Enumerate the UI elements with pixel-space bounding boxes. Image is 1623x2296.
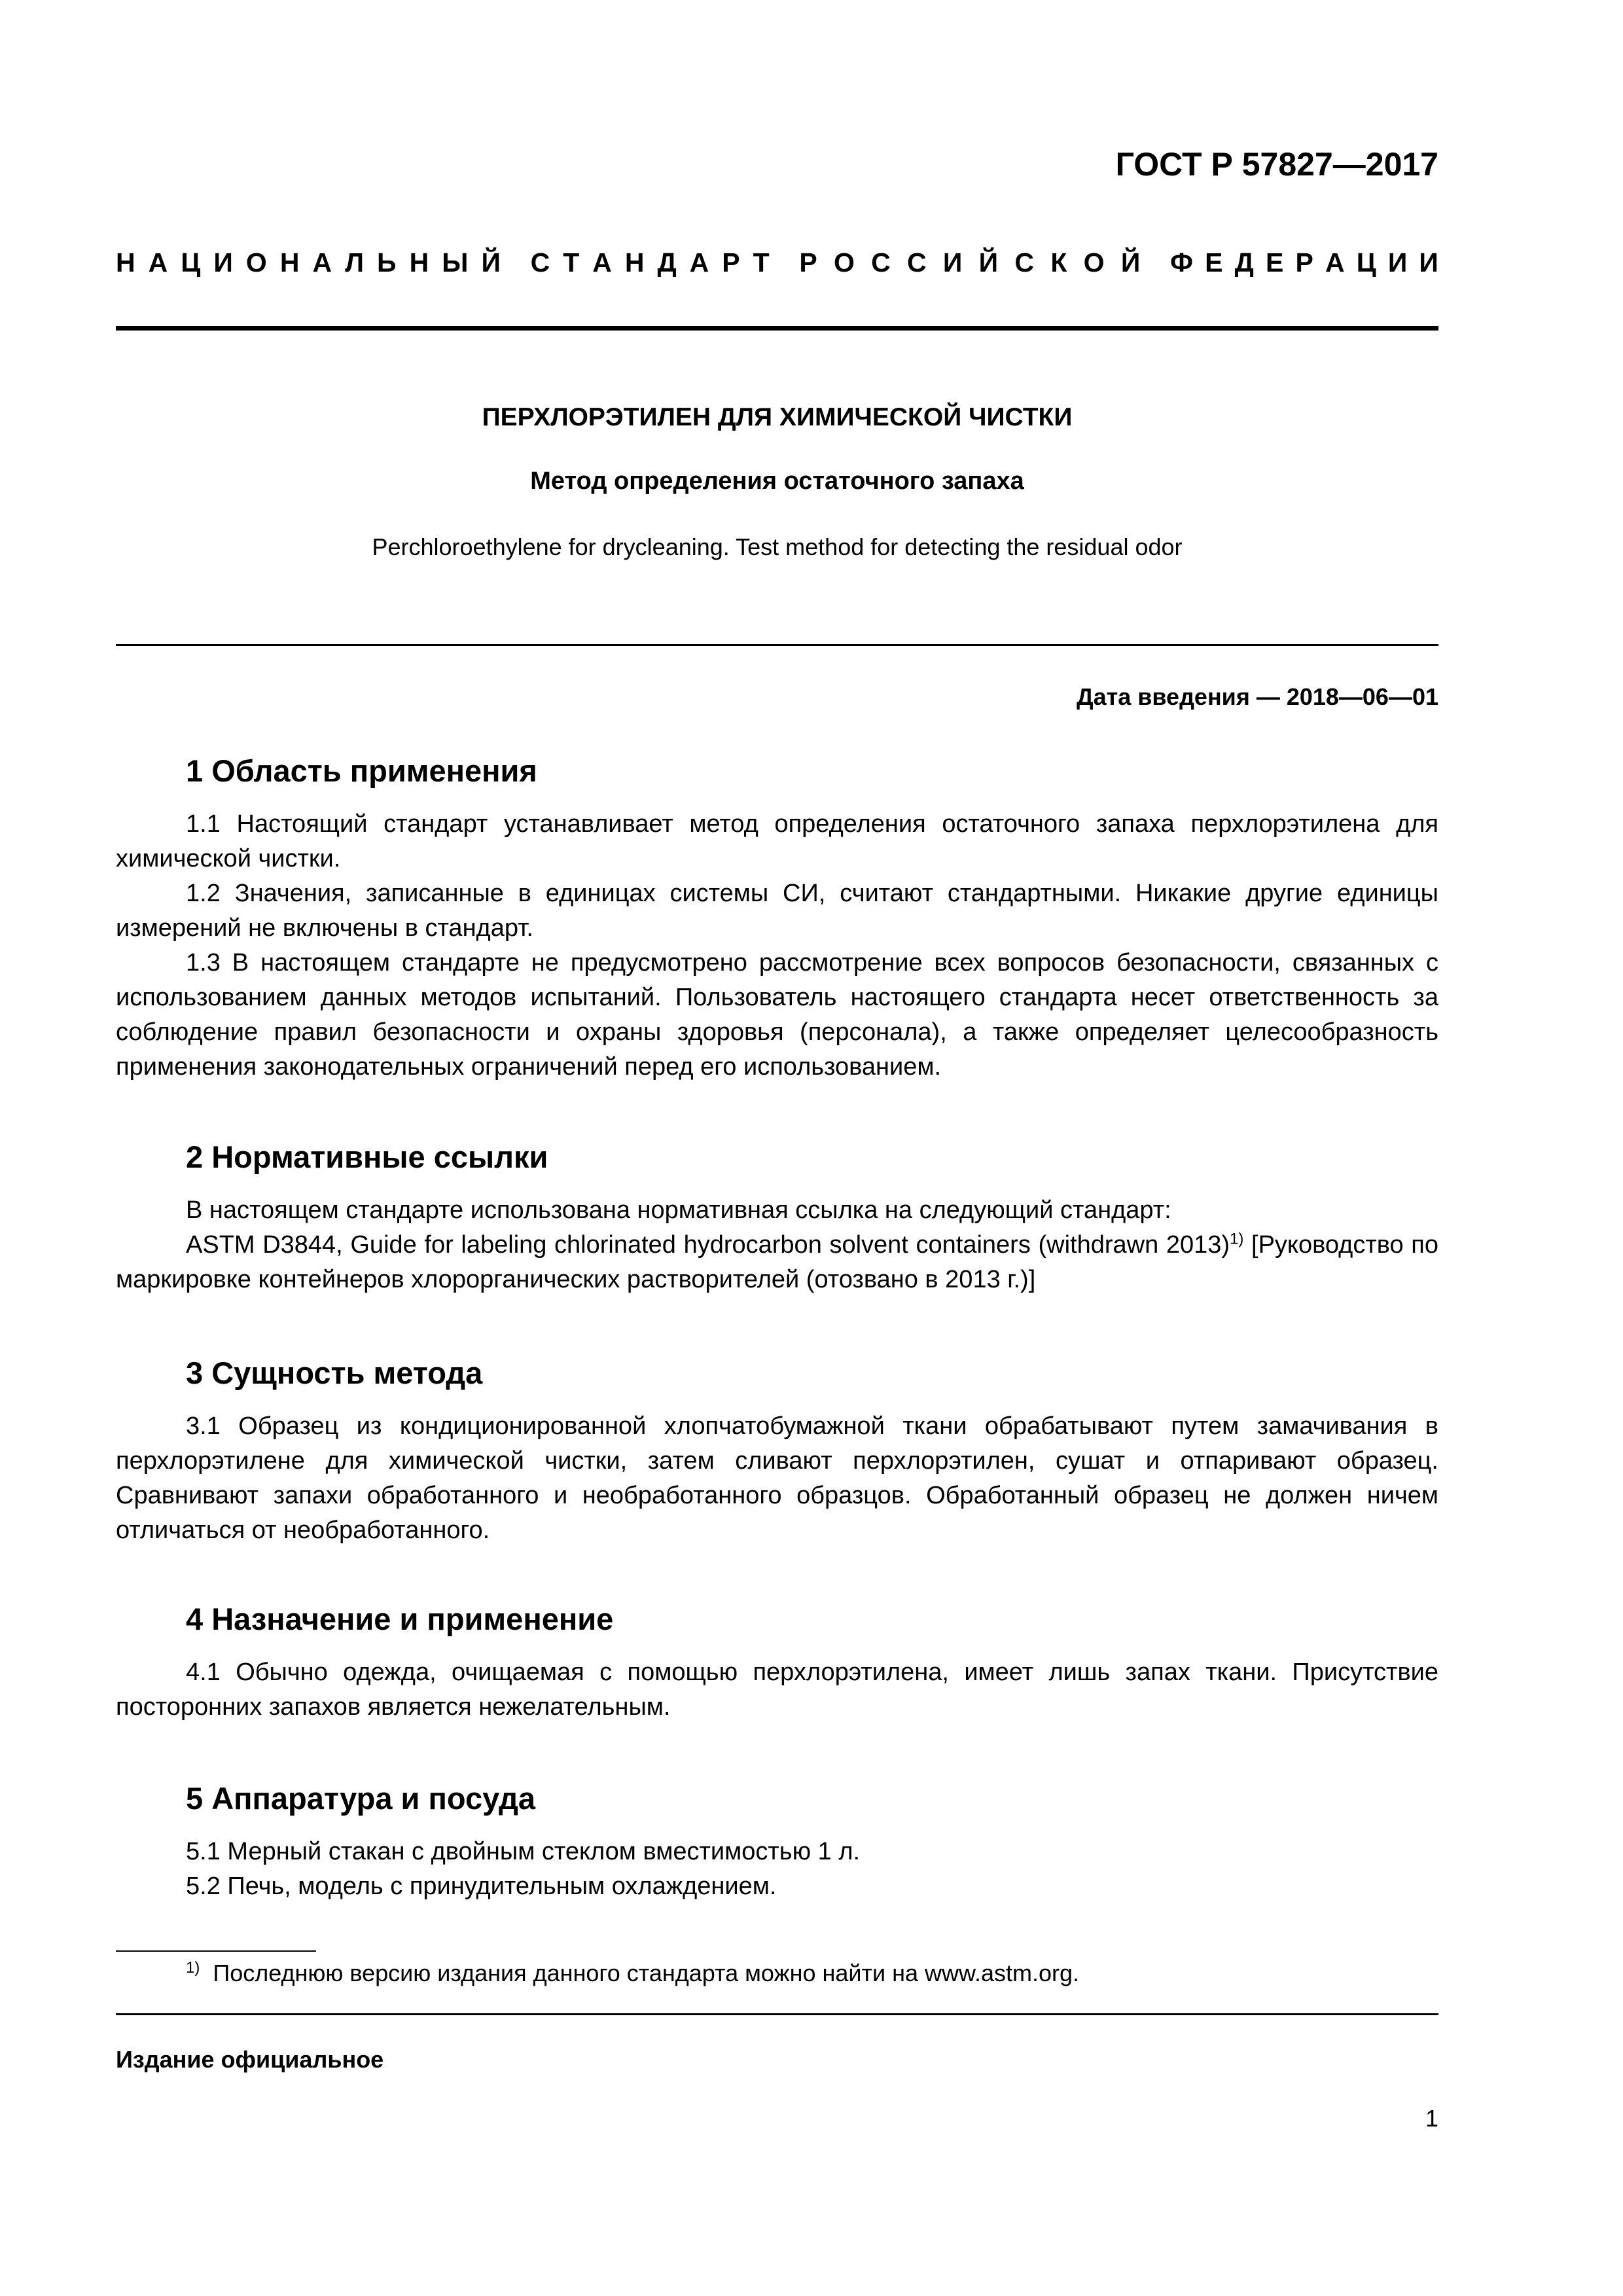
paragraph: 5.1 Мерный стакан с двойным стеклом вместимостью 1 л. (186, 1838, 861, 1865)
section-heading: 3 Сущность метода (186, 1355, 483, 1390)
footer-divider (116, 2013, 1438, 2015)
section-heading: 2 Нормативные ссылки (186, 1139, 548, 1174)
paragraph: 5.2 Печь, модель с принудительным охлаждением. (186, 1873, 777, 1900)
introduction-date: Дата введения — 2018—06—01 (1076, 683, 1438, 710)
paragraph: 4.1 Обычно одежда, очищаемая с помощью перхлорэтилена, имеет лишь запах ткани. Присутствие посторонних запахов является нежелательным. (116, 1659, 1438, 1721)
footnote-divider (116, 1950, 316, 1952)
banner-word: С Т А Н Д А Р Т (530, 247, 770, 278)
paragraph: 1.3 В настоящем стандарте не предусмотрено рассмотрение всех вопросов безопасности, связанных с использованием данных методов испытаний. Пользователь настоящего стандарта несет ответственность за соблюдение правил безопасности и охраны здоровья (персонала), а также определяет целесообразность применения законодательных ограничений перед его использованием. (116, 949, 1438, 1081)
reference-entry (116, 1228, 1438, 1297)
footnote (116, 1960, 1079, 1987)
gost-number: ГОСТ Р 57827—2017 (1115, 146, 1438, 183)
reference-text: [Руководство по маркировке контейнеров хлорорганических растворителей (отозвано в 2013 г.)] (116, 1231, 1439, 1293)
paragraph: В настоящем стандарте использована нормативная ссылка на следующий стандарт: (186, 1196, 1171, 1224)
section-normative-references (116, 1138, 1438, 1297)
section-heading: 5 Аппаратура и посуда (186, 1781, 536, 1816)
section-method-essence (116, 1354, 1438, 1548)
banner-word: Р О С С И Й С К О Й (799, 247, 1141, 278)
page-number: 1 (1425, 2105, 1438, 2132)
section-heading: 4 Назначение и применение (186, 1602, 614, 1636)
document-subtitle: Метод определения остаточного запаха (530, 467, 1024, 495)
paragraph: 3.1 Образец из кондиционированной хлопчатобумажной ткани обрабатывают путем замачивания в перхлорэтилене для химической чистки, затем сливают перхлорэтилен, сушат и отпаривают образец. Сравнивают запахи обработанного и необработанного образцов. Обработанный образец не должен ничем отличаться от необработанного. (116, 1412, 1438, 1544)
banner-word: Ф Е Д Е Р А Ц И И (1169, 247, 1438, 278)
official-edition-label: Издание официальное (116, 2046, 384, 2073)
paragraph: 1.2 Значения, записанные в единицах системы СИ, считают стандартными. Никакие другие единицы измерений не включены в стандарт. (116, 880, 1438, 942)
english-title: Perchloroethylene for drycleaning. Test method for detecting the residual odor (372, 533, 1183, 560)
document-body (116, 0, 1438, 1964)
document-title: ПЕРХЛОРЭТИЛЕН ДЛЯ ХИМИЧЕСКОЙ ЧИСТКИ (482, 403, 1073, 431)
footnote-text: Последнюю версию издания данного стандарта можно найти на www.astm.org. (213, 1960, 1080, 1986)
footnote-mark: 1) (1230, 1230, 1244, 1248)
reference-text: ASTM D3844, Guide for labeling chlorinated hydrocarbon solvent containers (withdrawn 2013) (186, 1231, 1230, 1259)
footnote-mark: 1) (186, 1959, 200, 1977)
banner-word: Н А Ц И О Н А Л Ь Н Ы Й (116, 247, 501, 278)
section-heading: 1 Область применения (186, 753, 537, 788)
section-scope (116, 751, 1438, 1085)
section-purpose (116, 1600, 1438, 1725)
section-apparatus (116, 1779, 1438, 1904)
paragraph: 1.1 Настоящий стандарт устанавливает метод определения остаточного запаха перхлорэтилена для химической чистки. (116, 810, 1438, 872)
